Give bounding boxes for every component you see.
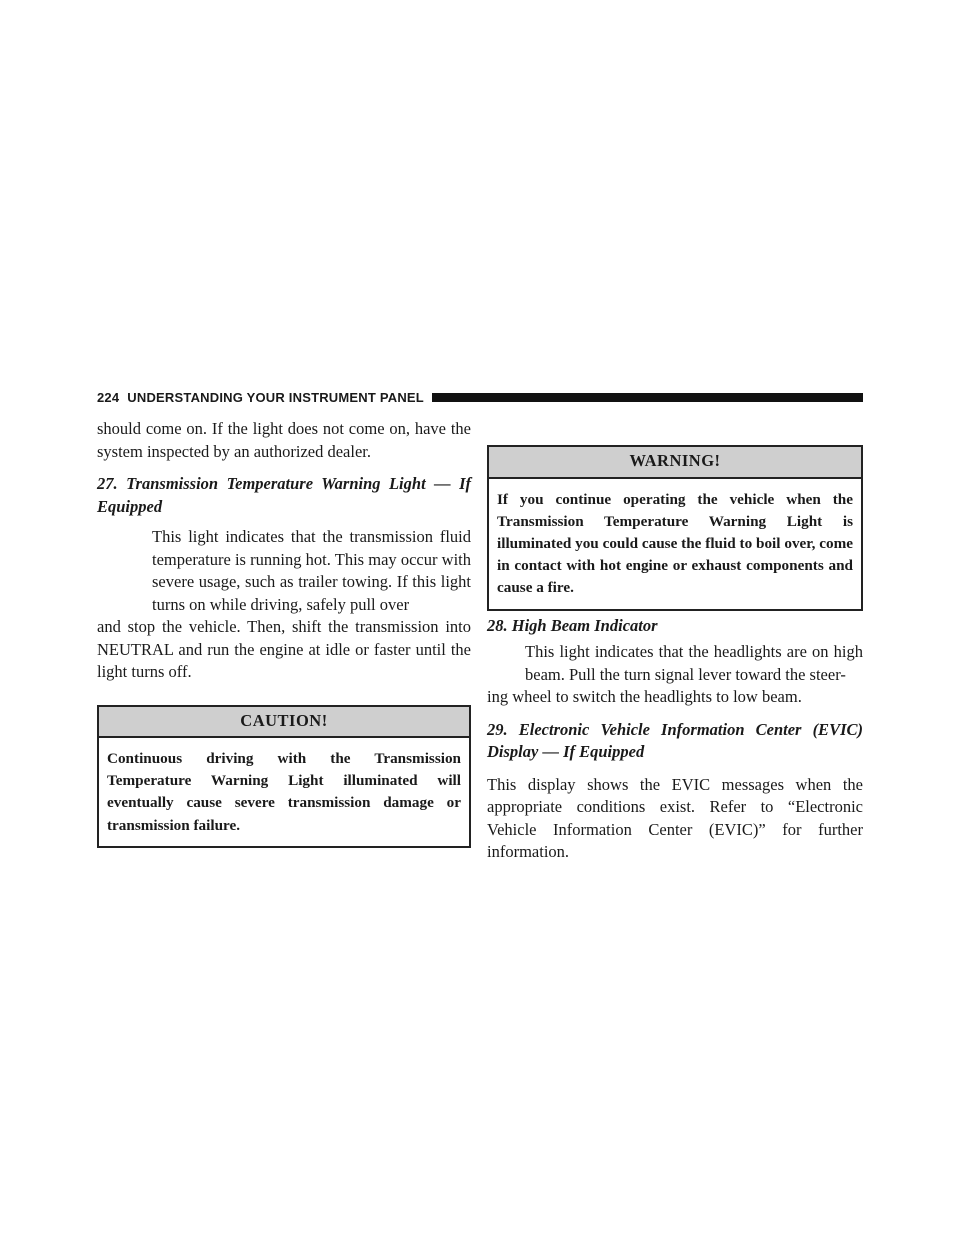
warning-box	[487, 445, 863, 611]
item-28-continued-text: ing wheel to switch the headlights to low beam.	[487, 687, 802, 707]
warning-body: If you continue operating the vehicle when the Transmission Temperature Warning Light is illuminated you could cause the fluid to boil over, come in contact with hot engine or exhaust components and cause a fire.	[497, 490, 853, 597]
item-28-indented-text: This light indicates that the headlights are on high beam. Pull the turn signal lever toward the steer-	[525, 642, 863, 684]
caution-box	[97, 705, 471, 848]
caution-title: CAUTION!	[99, 707, 469, 739]
item-28-heading: 28. High Beam Indicator	[487, 615, 658, 635]
header-rule	[432, 393, 863, 402]
item-27-heading: 27. Transmission Temperature Warning Light — If Equipped	[97, 474, 471, 516]
page-header	[97, 389, 863, 405]
item-29-heading: 29. Electronic Vehicle Information Center (EVIC) Display — If Equipped	[487, 719, 863, 762]
item-27-continued-text: and stop the vehicle. Then, shift the transmission into NEUTRAL and run the engine at idle or faster until the light turns off.	[97, 617, 471, 681]
item-29-body: This display shows the EVIC messages when the appropriate conditions exist. Refer to “Electronic Vehicle Information Center (EVIC)” for further information.	[487, 774, 863, 862]
intro-paragraph: should come on. If the light does not come on, have the system inspected by an authorized dealer.	[97, 419, 471, 461]
right-column	[487, 418, 863, 864]
item-27-indented-text: This light indicates that the transmission fluid temperature is running hot. This may occur with severe usage, such as trailer towing. If this light turns on while driving, safely pull over	[152, 527, 471, 614]
page-number: 224	[97, 389, 120, 405]
caution-body: Continuous driving with the Transmission Temperature Warning Light illuminated will eventually cause severe transmission damage or transmission failure.	[107, 750, 461, 834]
left-column	[97, 418, 471, 848]
warning-title: WARNING!	[489, 447, 861, 479]
section-title: UNDERSTANDING YOUR INSTRUMENT PANEL	[127, 389, 424, 405]
